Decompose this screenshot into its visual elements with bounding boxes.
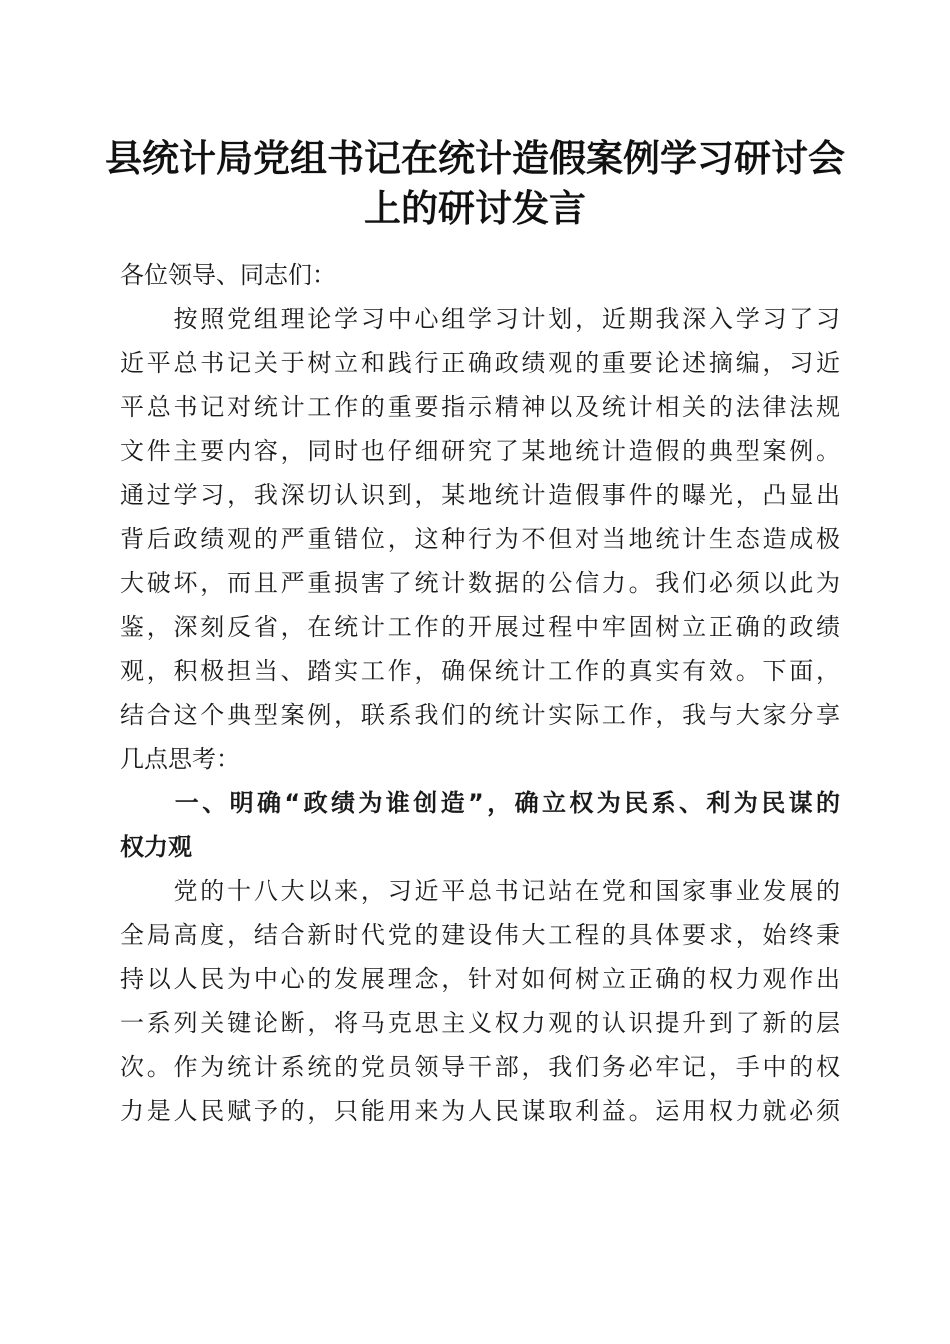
body-line: 几点思考： [120, 745, 240, 773]
document-body [120, 253, 840, 1133]
document-title-line-2: 上的研讨发言 [364, 186, 586, 230]
body-line: 平总书记对统计工作的重要指示精神以及统计相关的法律法规 [120, 393, 840, 421]
body-line: 力是人民赋予的，只能用来为人民谋取利益。运用权力就必须 [120, 1097, 840, 1125]
body-line: 背后政绩观的严重错位，这种行为不但对当地统计生态造成极 [120, 525, 840, 553]
document-title-line-1: 县统计局党组书记在统计造假案例学习研讨会 [105, 136, 845, 180]
body-line: 党的十八大以来，习近平总书记站在党和国家事业发展的 [120, 877, 840, 905]
body-line: 观，积极担当、踏实工作，确保统计工作的真实有效。下面， [120, 657, 840, 685]
body-line: 鉴，深刻反省，在统计工作的开展过程中牢固树立正确的政绩 [120, 613, 840, 641]
body-line: 按照党组理论学习中心组学习计划，近期我深入学习了习 [120, 305, 840, 333]
body-line: 结合这个典型案例，联系我们的统计实际工作，我与大家分享 [120, 701, 840, 729]
body-line: 文件主要内容，同时也仔细研究了某地统计造假的典型案例。 [120, 437, 840, 465]
body-line: 全局高度，结合新时代党的建设伟大工程的具体要求，始终秉 [120, 921, 840, 949]
body-line: 次。作为统计系统的党员领导干部，我们务必牢记，手中的权 [120, 1053, 840, 1081]
section-heading: 一、明确“政绩为谁创造”，确立权为民系、利为民谋的 [120, 789, 840, 817]
body-line: 通过学习，我深切认识到，某地统计造假事件的曝光，凸显出 [120, 481, 840, 509]
body-line: 持以人民为中心的发展理念，针对如何树立正确的权力观作出 [120, 965, 840, 993]
salutation: 各位领导、同志们： [120, 261, 336, 289]
body-line: 大破坏，而且严重损害了统计数据的公信力。我们必须以此为 [120, 569, 840, 597]
body-line: 一系列关键论断，将马克思主义权力观的认识提升到了新的层 [120, 1009, 840, 1037]
section-heading-continued: 权力观 [120, 833, 192, 861]
body-line: 近平总书记关于树立和践行正确政绩观的重要论述摘编，习近 [120, 349, 840, 377]
